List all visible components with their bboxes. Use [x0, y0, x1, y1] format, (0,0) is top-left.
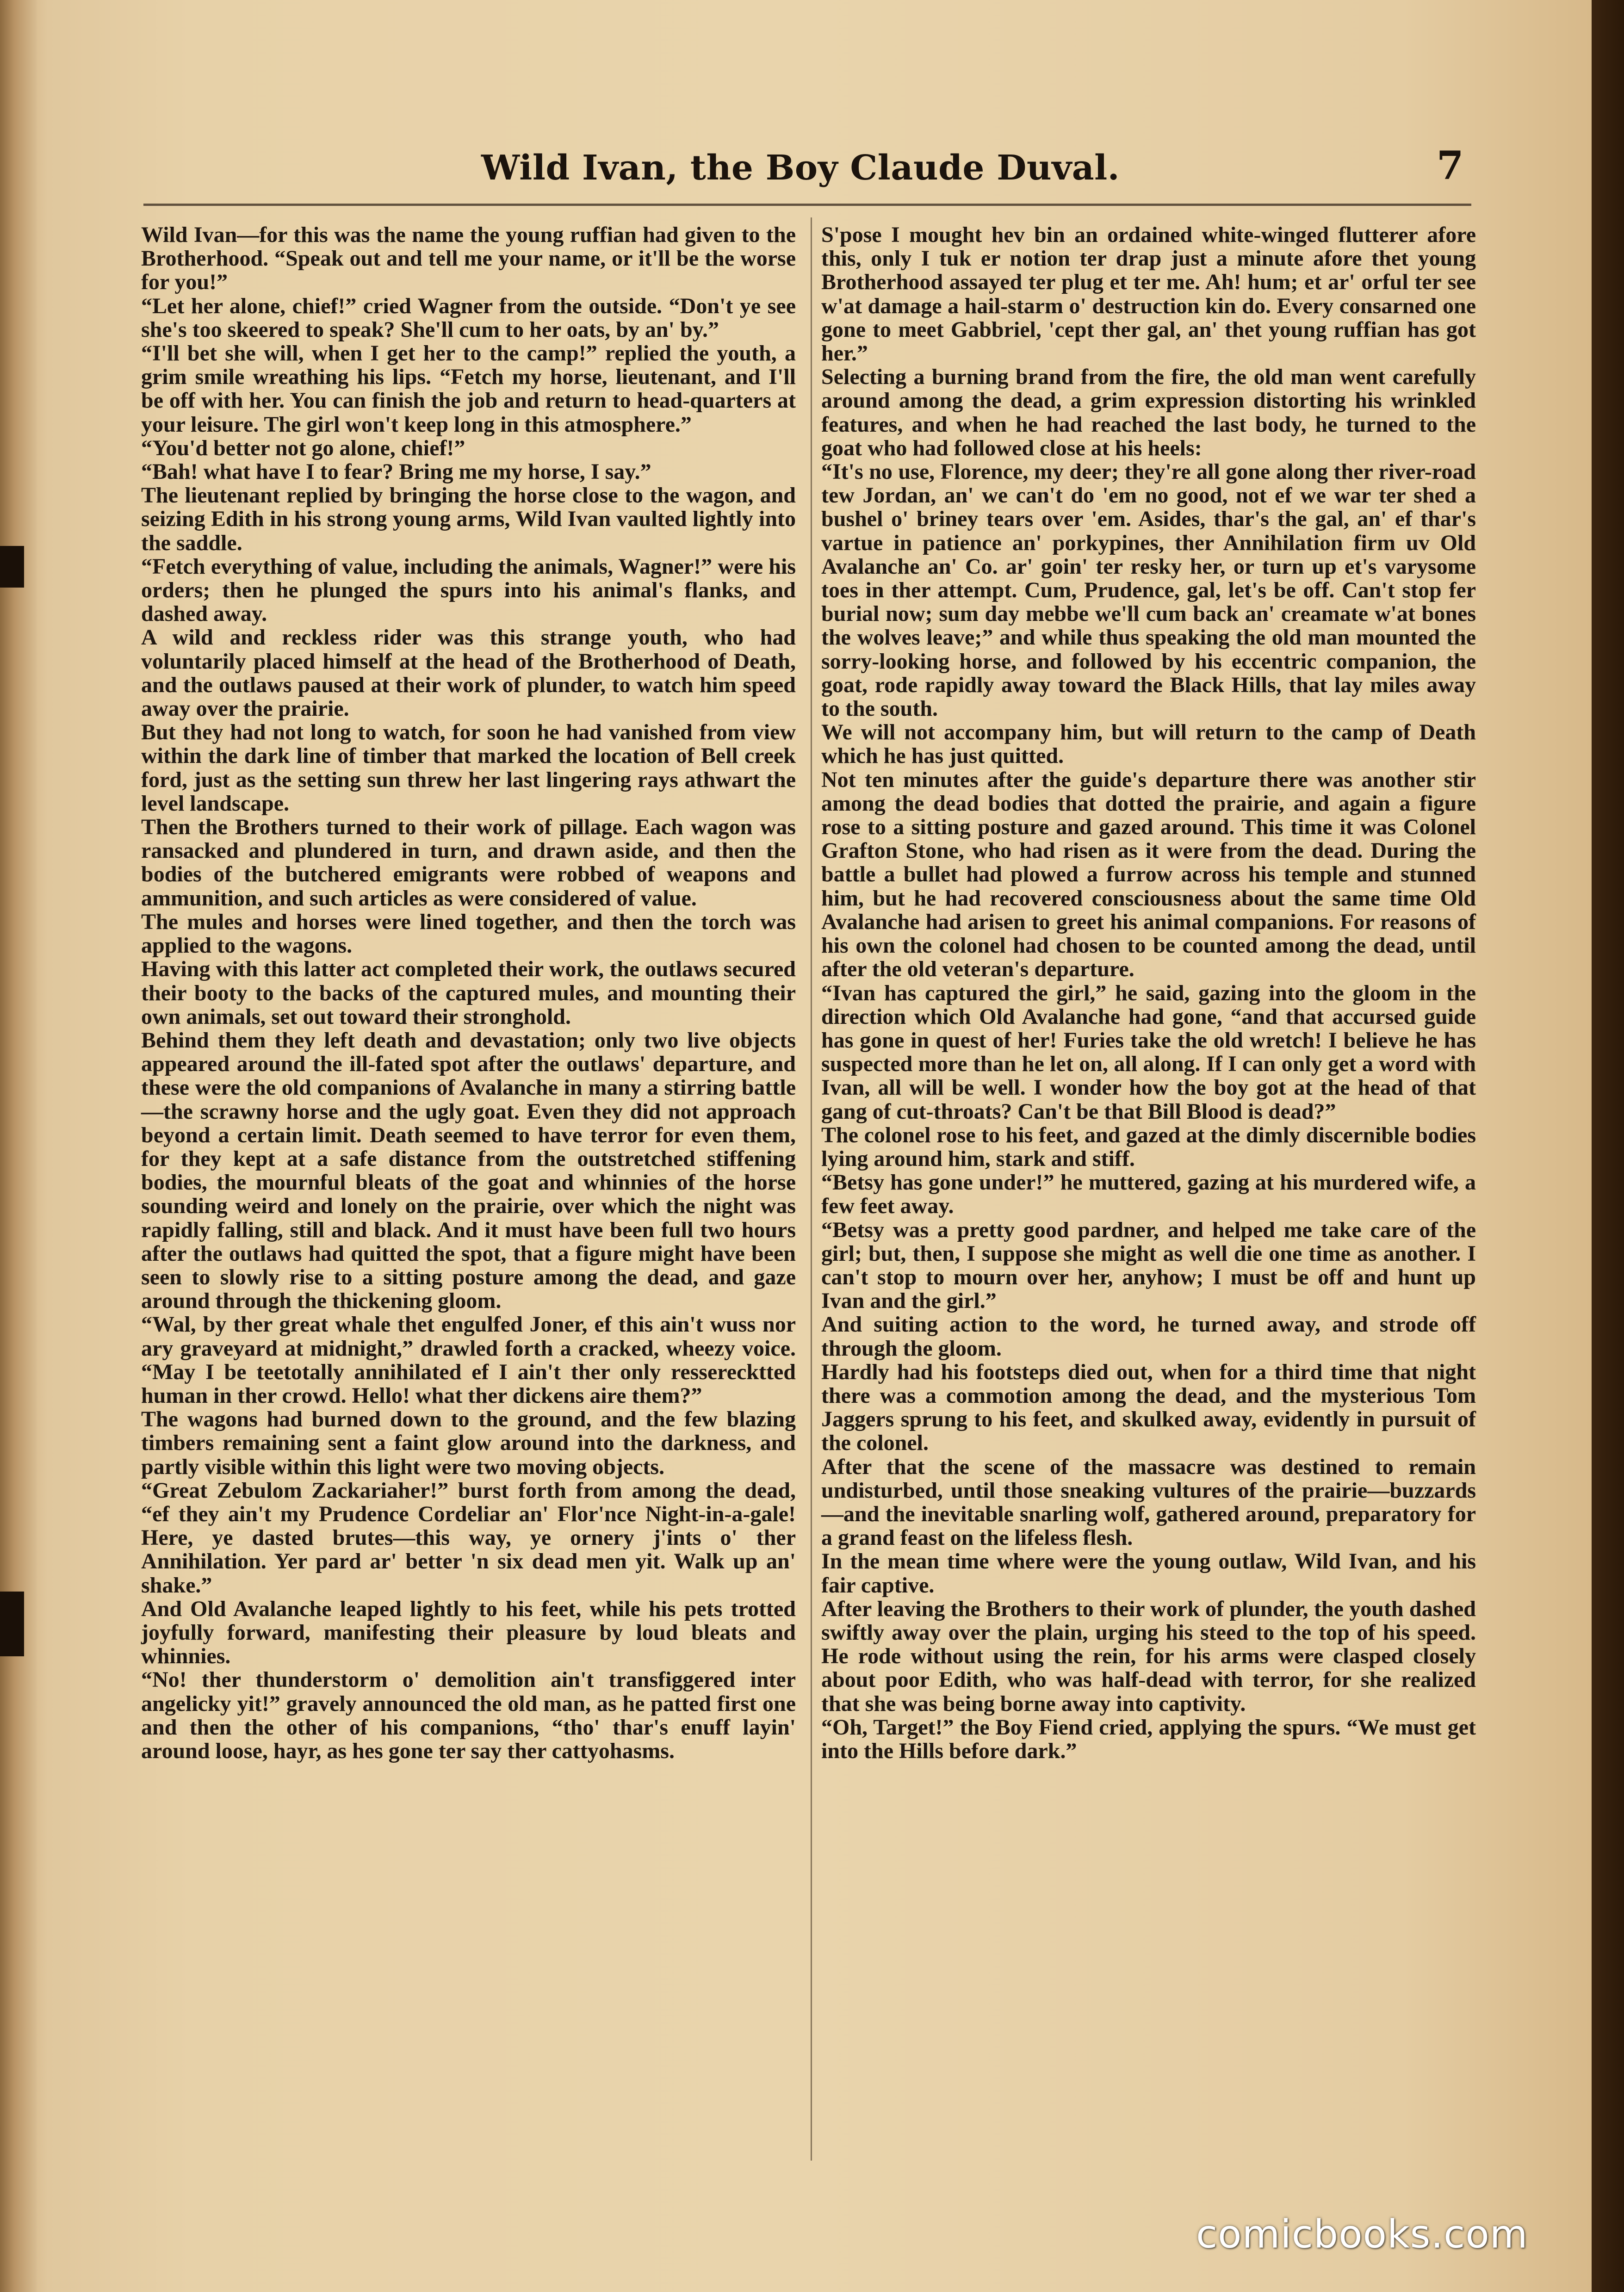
- paragraph: Not ten minutes after the guide's departure there was another stir among the dead bodies that dotted the prairie, and again a figure rose to a sitting posture and gazed around. This time it was Colonel Grafton Stone, who had risen as it were from the dead. During the battle a bullet had plowed a furrow across his temple and stunned him, but he had recovered consciousness about the same time Old Avalanche had arisen to greet his animal companions. For reasons of his own the colonel had chosen to be counted among the dead, until after the old veteran's departure.: [821, 767, 1476, 982]
- paragraph: But they had not long to watch, for soon he had vanished from view within the dark line of timber that marked the location of Bell creek ford, just as the setting sun threw her last lingering rays athwart the level landscape.: [141, 720, 796, 816]
- paragraph: “Wal, by ther great whale thet engulfed Joner, ef this ain't wuss nor ary graveyard at midnight,” drawled forth a cracked, wheezy voice. “May I be teetotally annihilated ef I ain't ther only resserecktted human in ther crowd. Hello! what ther dickens aire them?”: [141, 1312, 796, 1408]
- paragraph: “No! ther thunderstorm o' demolition ain't transfiggered inter angelicky yit!” gravely announced the old man, as he patted first one and then the other of his companions, “tho' thar's enuff layin' around loose, hayr, as hes gone ter say ther cattyohasms.: [141, 1667, 796, 1763]
- paragraph: “You'd better not go alone, chief!”: [141, 435, 465, 460]
- running-title: Wild Ivan, the Boy Claude Duval.: [481, 148, 1120, 188]
- torn-edge: [0, 546, 24, 588]
- paragraph: “Fetch everything of value, including the animals, Wagner!” were his orders; then he plunged the spurs into his animal's flanks, and dashed away.: [141, 554, 796, 626]
- paragraph: And suiting action to the word, he turned away, and strode off through the gloom.: [821, 1312, 1476, 1361]
- paragraph: We will not accompany him, but will return to the camp of Death which he has just quitted.: [821, 720, 1476, 768]
- right-text-column: [821, 223, 1476, 1763]
- header-rule: [143, 204, 1471, 206]
- paragraph: The lieutenant replied by bringing the horse close to the wagon, and seizing Edith in his strong young arms, Wild Ivan vaulted lightly into the saddle.: [141, 483, 796, 555]
- paragraph: Behind them they left death and devastation; only two live objects appeared around the ill-fated spot after the outlaws' departure, and these were the old companions of Avalanche in many a stirring battle—the scrawny horse and the ugly goat. Even they did not approach beyond a certain limit. Death seemed to have terror for even them, for they kept at a safe distance from the outstretched stiffening bodies, the mournful bleats of the goat and whinnies of the horse sounding weird and lonely on the prairie, over which the night was rapidly falling, still and black. And it must have been full two hours after the outlaws had quitted the spot, that a figure might have been seen to slowly rise to a sitting posture among the dead, and gaze around through the thickening gloom.: [141, 1028, 796, 1313]
- paragraph: “I'll bet she will, when I get her to the camp!” replied the youth, a grim smile wreathing his lips. “Fetch my horse, lieutenant, and I'll be off with her. You can finish the job and return to head-quarters at your leisure. The girl won't keep long in this atmosphere.”: [141, 341, 796, 437]
- paragraph: “Bah! what have I to fear? Bring me my horse, I say.”: [141, 459, 651, 484]
- paragraph: Then the Brothers turned to their work of pillage. Each wagon was ransacked and plundered in turn, and drawn aside, and then the bodies of the butchered emigrants were robbed of weapons and ammunition, and such articles as were considered of value.: [141, 815, 796, 911]
- column-divider: [811, 217, 812, 2161]
- paragraph: In the mean time where were the young outlaw, Wild Ivan, and his fair captive.: [821, 1549, 1476, 1598]
- paragraph: “Betsy has gone under!” he muttered, gazing at his murdered wife, a few feet away.: [821, 1170, 1476, 1219]
- paragraph: Hardly had his footsteps died out, when for a third time that night there was a commotion among the dead, and the mysterious Tom Jaggers sprung to his feet, and skulked away, evidently in pursuit of the colonel.: [821, 1359, 1476, 1456]
- paragraph: “It's no use, Florence, my deer; they're all gone along ther river-road tew Jordan, an' we can't do 'em no good, not ef we war ter shed a bushel o' briney tears over 'em. Asides, thar's the gal, an' ef thar's vartue in patience an' porkypines, ther Annihilation firm uv Old Avalanche an' Co. ar' goin' ter resky her, or turn up et's varysome toes in ther attempt. Cum, Prudence, gal, let's be off. Can't stop fer burial now; sum day mebbe we'll cum back an' creamate w'at bones the wolves leave;” and while thus speaking the old man mounted the sorry-looking horse, and followed by his eccentric companion, the goat, rode rapidly away toward the Black Hills, that lay miles away to the south.: [821, 459, 1476, 721]
- paragraph: And Old Avalanche leaped lightly to his feet, while his pets trotted joyfully forward, manifesting their pleasure by loud bleats and whinnies.: [141, 1596, 796, 1669]
- paragraph: Selecting a burning brand from the fire, the old man went carefully around among the dead, a grim expression distorting his wrinkled features, and when he had reached the last body, he turned to the goat who had followed close at his heels:: [821, 365, 1476, 460]
- page-binding-edge: [0, 0, 37, 2292]
- paragraph: “Great Zebulom Zackariaher!” burst forth from among the dead, “ef they ain't my Prudence Cordeliar an' Flor'nce Night-in-a-gale! Here, ye dasted brutes—this way, ye ornery j'ints o' ther Annihilation. Yer pard ar' better 'n six dead men yit. Walk up an' shake.”: [141, 1478, 796, 1598]
- page-shadow-edge: [1592, 0, 1624, 2292]
- paragraph: A wild and reckless rider was this strange youth, who had voluntarily placed himself at the head of the Brotherhood of Death, and the outlaws paused at their work of plunder, to watch him speed away over the prairie.: [141, 625, 796, 721]
- paragraph: “Betsy was a pretty good pardner, and helped me take care of the girl; but, then, I suppose she might as well die one time as another. I can't stop to mourn over her, anyhow; I must be off and hunt up Ivan and the girl.”: [821, 1217, 1476, 1313]
- paragraph: “Let her alone, chief!” cried Wagner from the outside. “Don't ye see she's too skeered to speak? She'll cum to her oats, by an' by.”: [141, 293, 796, 342]
- paragraph: S'pose I mought hev bin an ordained white-winged flutterer afore this, only I tuk er notion ter drap just a minute afore thet young Brotherhood assayed ter plug et ter me. Ah! hum; et ar' orful ter see w'at damage a hail-starm o' destruction kin do. Every consarned one gone to meet Gabbriel, 'cept ther gal, an' thet young ruffian has got her.”: [821, 223, 1476, 366]
- torn-edge: [0, 1592, 24, 1656]
- paragraph: Wild Ivan—for this was the name the young ruffian had given to the Brotherhood. “Speak out and tell me your name, or it'll be the worse for you!”: [141, 223, 796, 295]
- site-watermark: comicbooks.com: [1196, 2211, 1528, 2257]
- left-text-column: [141, 223, 796, 1763]
- paragraph: “Oh, Target!” the Boy Fiend cried, applying the spurs. “We must get into the Hills before dark.”: [821, 1715, 1476, 1763]
- paragraph: Having with this latter act completed their work, the outlaws secured their booty to the backs of the captured mules, and mounting their own animals, set out toward their stronghold.: [141, 957, 796, 1029]
- page-number: 7: [1437, 142, 1464, 188]
- paragraph: The wagons had burned down to the ground, and the few blazing timbers remaining sent a faint glow around into the darkness, and partly visible within this light were two moving objects.: [141, 1407, 796, 1479]
- paragraph: After leaving the Brothers to their work of plunder, the youth dashed swiftly away over the plain, urging his steed to the top of his speed. He rode without using the rein, for his arms were clasped closely about poor Edith, who was half-dead with terror, for she realized that she was being borne away into captivity.: [821, 1596, 1476, 1716]
- paragraph: The mules and horses were lined together, and then the torch was applied to the wagons.: [141, 909, 796, 958]
- paragraph: The colonel rose to his feet, and gazed at the dimly discernible bodies lying around him, stark and stiff.: [821, 1122, 1476, 1171]
- paragraph: “Ivan has captured the girl,” he said, gazing into the gloom in the direction which Old Avalanche had gone, “and that accursed guide has gone in quest of her! Furies take the old wretch! I believe he has suspected more than he let on, all along. If I can only get a word with Ivan, all will be well. I wonder how the boy got at the head of that gang of cut-throats? Can't be that Bill Blood is dead?”: [821, 980, 1476, 1124]
- paragraph: After that the scene of the massacre was destined to remain undisturbed, until those sneaking vultures of the prairie—buzzards—and the inevitable snarling wolf, gathered around, preparatory for a grand feast on the lifeless flesh.: [821, 1454, 1476, 1550]
